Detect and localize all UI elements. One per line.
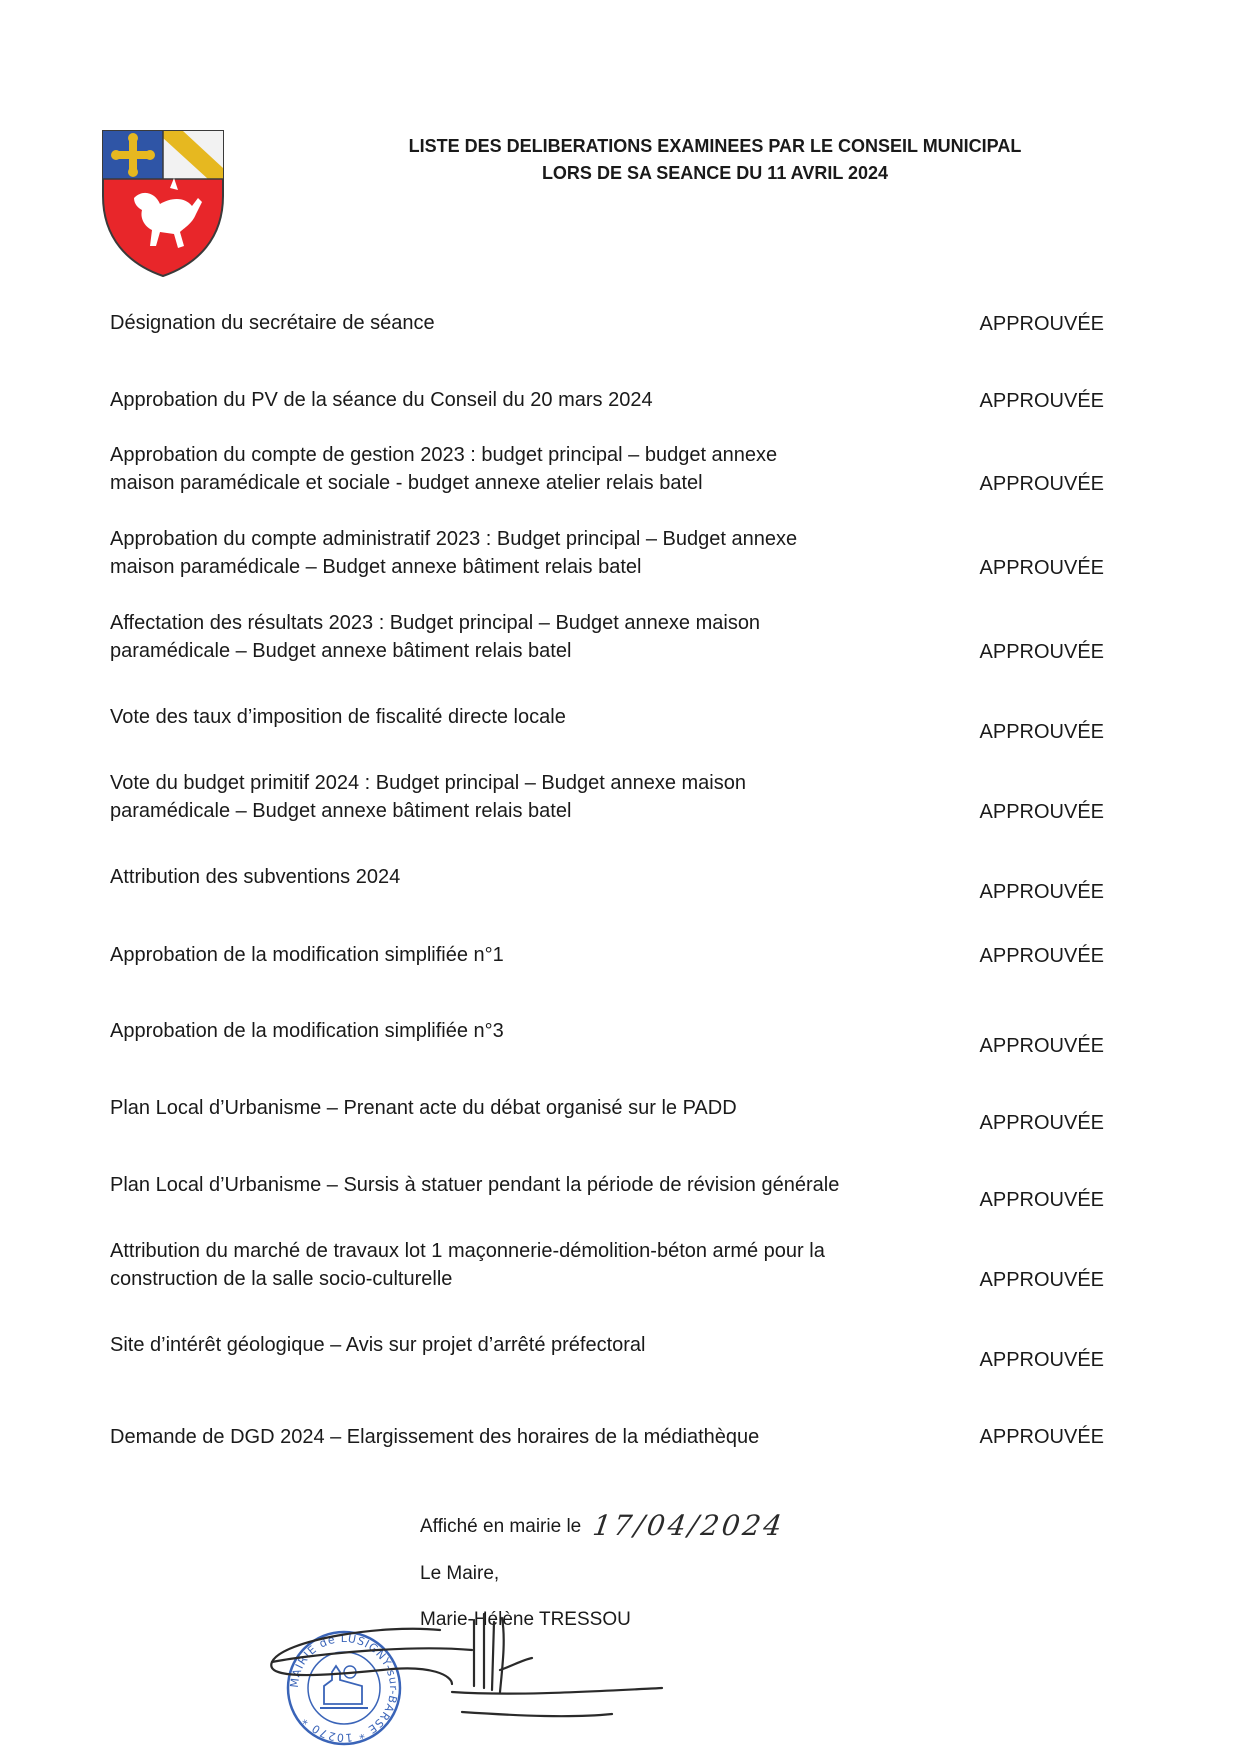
status-label: APPROUVÉE <box>979 1035 1104 1057</box>
item-label: Approbation de la modification simplifiée n°1 <box>110 944 504 966</box>
item-label: Approbation du compte administratif 2023 : Budget principal – Budget annexe maison paramédicale – Budget annexe bâtiment relais batel <box>110 528 798 578</box>
signature-and-stamp <box>262 1600 682 1750</box>
mayor-title: Le Maire, <box>420 1563 500 1584</box>
status-label: APPROUVÉE <box>979 1349 1104 1371</box>
item-label: Désignation du secrétaire de séance <box>110 312 435 334</box>
mayor-name: Marie-Hélène TRESSOU <box>420 1609 631 1630</box>
status-label: APPROUVÉE <box>979 1269 1104 1291</box>
title-line-2: LORS DE SA SEANCE DU 11 AVRIL 2024 <box>541 163 889 183</box>
status-label: APPROUVÉE <box>979 557 1104 579</box>
coat-of-arms-icon <box>100 128 226 278</box>
handwritten-signature-icon <box>271 1614 662 1716</box>
posted-label: Affiché en mairie le <box>420 1516 582 1537</box>
item-label: Attribution des subventions 2024 <box>110 866 401 888</box>
posted-line <box>420 1509 787 1542</box>
status-label: APPROUVÉE <box>979 1112 1104 1134</box>
item-label: Plan Local d’Urbanisme – Prenant acte du débat organisé sur le PADD <box>110 1097 737 1119</box>
item-label: Vote des taux d’imposition de fiscalité directe locale <box>110 706 566 728</box>
status-label: APPROUVÉE <box>979 945 1104 967</box>
title-line-1: LISTE DES DELIBERATIONS EXAMINEES PAR LE CONSEIL MUNICIPAL <box>408 136 1022 156</box>
item-label: Approbation du PV de la séance du Conseil du 20 mars 2024 <box>110 389 653 411</box>
status-label: APPROUVÉE <box>979 881 1104 903</box>
item-label: Approbation du compte de gestion 2023 : budget principal – budget annexe maison paramédicale et sociale - budget annexe atelier relais batel <box>110 444 778 494</box>
item-label: Attribution du marché de travaux lot 1 maçonnerie-démolition-béton armé pour la construction de la salle socio-culturelle <box>110 1240 825 1290</box>
item-label: Demande de DGD 2024 – Elargissement des horaires de la médiathèque <box>110 1426 760 1448</box>
item-label: Plan Local d’Urbanisme – Sursis à statuer pendant la période de révision générale <box>110 1174 840 1196</box>
status-label: APPROUVÉE <box>979 801 1104 823</box>
svg-text:MAIRIE de LUSIGNY-sur-BARSE *: MAIRIE de LUSIGNY-sur-BARSE * 10270 * <box>287 1631 401 1745</box>
item-label: Site d’intérêt géologique – Avis sur projet d’arrêté préfectoral <box>110 1334 646 1356</box>
document-title <box>300 133 1130 187</box>
item-label: Vote du budget primitif 2024 : Budget principal – Budget annexe maison paramédicale – Budget annexe bâtiment relais batel <box>110 772 746 822</box>
status-label: APPROUVÉE <box>979 473 1104 495</box>
status-label: APPROUVÉE <box>979 390 1104 412</box>
item-label: Affectation des résultats 2023 : Budget principal – Budget annexe maison paramédicale – Budget annexe bâtiment relais batel <box>110 612 761 662</box>
item-label: Approbation de la modification simplifiée n°3 <box>110 1020 504 1042</box>
handwritten-date: 17/04/2024 <box>590 1509 787 1542</box>
status-label: APPROUVÉE <box>979 1426 1104 1448</box>
status-label: APPROUVÉE <box>979 313 1104 335</box>
status-label: APPROUVÉE <box>979 641 1104 663</box>
status-label: APPROUVÉE <box>979 721 1104 743</box>
status-label: APPROUVÉE <box>979 1189 1104 1211</box>
